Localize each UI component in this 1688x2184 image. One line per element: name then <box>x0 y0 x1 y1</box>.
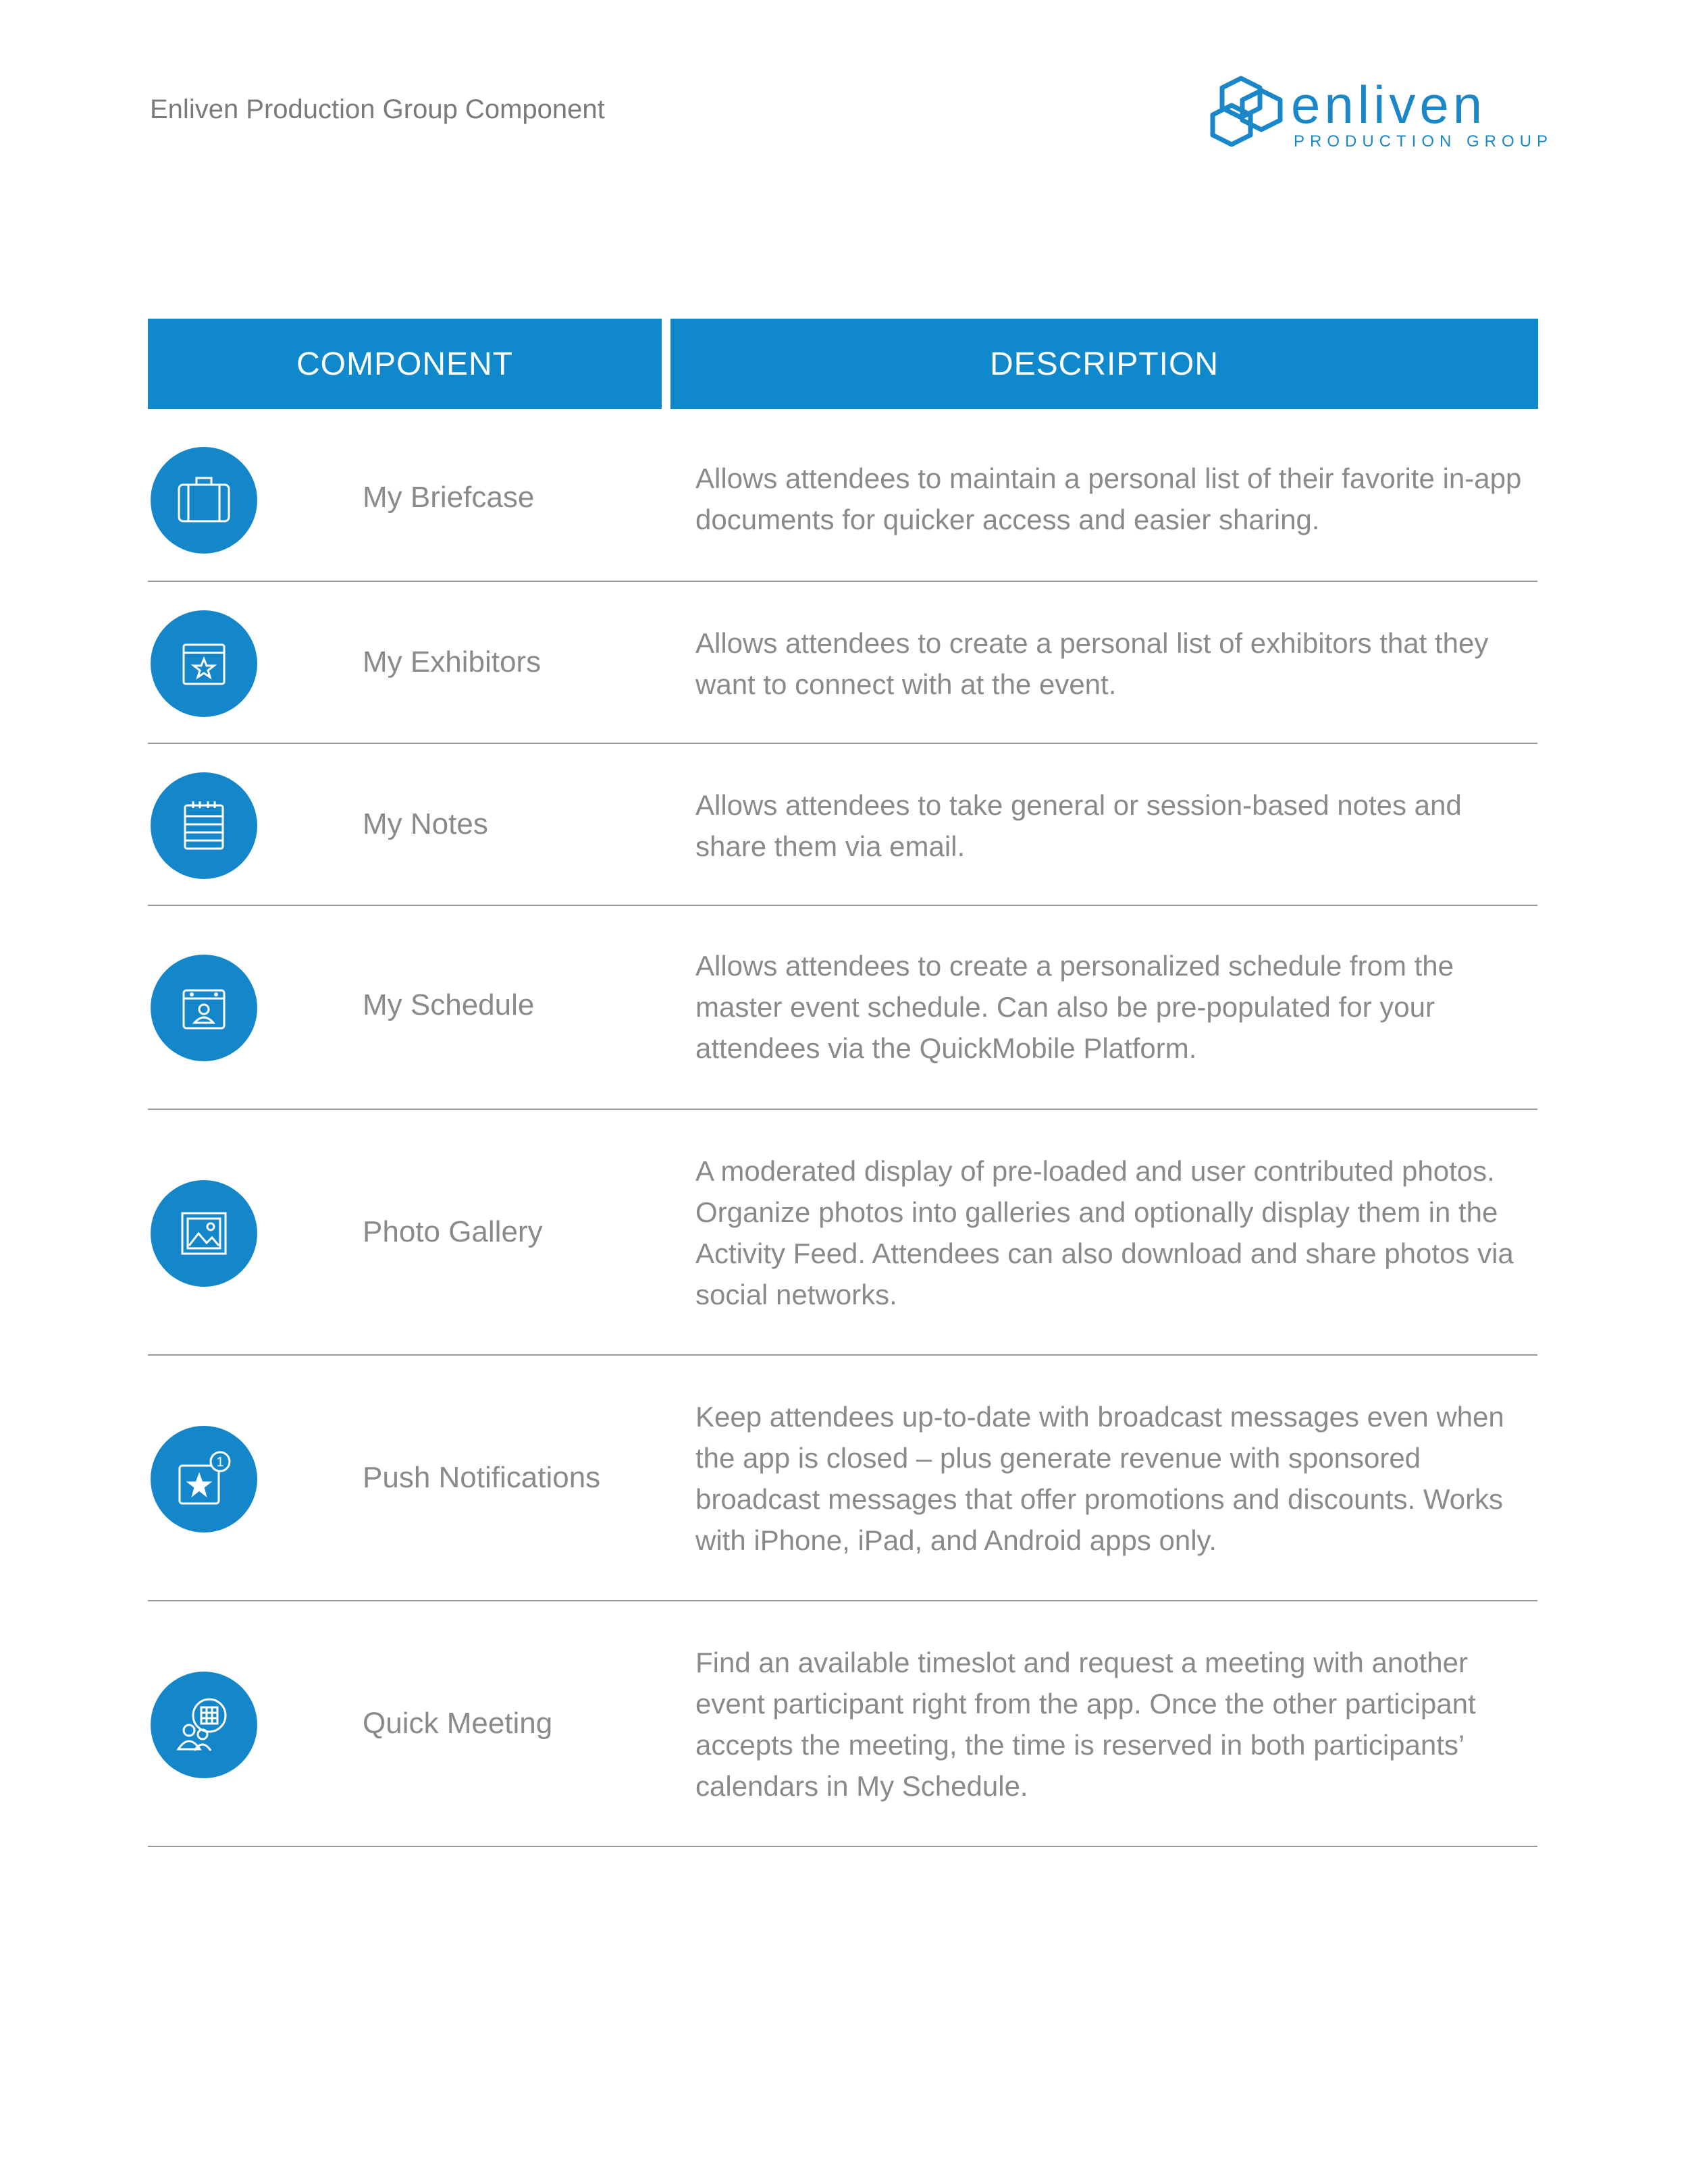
table-row <box>0 744 1688 906</box>
briefcase-icon <box>151 447 257 554</box>
component-name: Photo Gallery <box>363 1215 543 1248</box>
enliven-logo <box>1207 73 1554 153</box>
page-header-text: Enliven Production Group Component <box>150 95 605 124</box>
component-description: Allows attendees to create a personal list of exhibitors that they want to connect with at the event. <box>695 627 1489 700</box>
table-row <box>0 1601 1688 1847</box>
exhibitors-star-icon <box>151 610 257 717</box>
column-header-description: DESCRIPTION <box>670 319 1538 409</box>
component-description: Keep attendees up-to-date with broadcast messages even when the app is closed – plus generate revenue with sponsored broadcast messages that offer promotions and discounts. Works with iPhone, iPad, and Android apps only. <box>695 1401 1504 1556</box>
component-name: My Briefcase <box>363 481 535 514</box>
component-description: A moderated display of pre-loaded and user contributed photos. Organize photos into galleries and optionally display them in the Activity Feed. Attendees can also download and share photos via social networks. <box>695 1155 1514 1310</box>
component-name: My Notes <box>363 807 488 841</box>
notepad-icon <box>151 772 257 879</box>
notification-badge-icon <box>151 1426 257 1533</box>
logo-subtitle: PRODUCTION GROUP <box>1294 132 1554 151</box>
photo-icon <box>151 1180 257 1287</box>
hexagon-logo-icon <box>1207 73 1288 153</box>
column-header-component: COMPONENT <box>148 319 662 409</box>
table-row <box>0 1356 1688 1601</box>
component-name: My Exhibitors <box>363 645 542 678</box>
component-description: Allows attendees to create a personalized schedule from the master event schedule. Can also be pre-populated for your attendees via the QuickMobile Platform. <box>695 950 1454 1064</box>
calendar-person-icon <box>151 955 257 1061</box>
table-row <box>0 906 1688 1110</box>
table-row <box>0 1110 1688 1356</box>
component-description: Find an available timeslot and request a meeting with another event participant right from the app. Once the other participant accepts the meeting, the time is reserved in both participants’ calendars in My Schedule. <box>695 1647 1476 1802</box>
table-row <box>0 582 1688 744</box>
notification-badge-count: 1 <box>216 1455 224 1470</box>
component-description: Allows attendees to maintain a personal list of their favorite in-app documents for quicker access and easier sharing. <box>695 462 1522 535</box>
component-description: Allows attendees to take general or session-based notes and share them via email. <box>695 789 1462 862</box>
table-row <box>0 409 1688 582</box>
table-header <box>0 319 1688 409</box>
row-divider <box>148 1846 1537 1847</box>
meeting-people-icon <box>151 1672 257 1778</box>
component-name: Push Notifications <box>363 1461 601 1494</box>
component-name: My Schedule <box>363 988 535 1021</box>
component-name: Quick Meeting <box>363 1707 553 1740</box>
logo-wordmark: enliven <box>1291 75 1487 134</box>
